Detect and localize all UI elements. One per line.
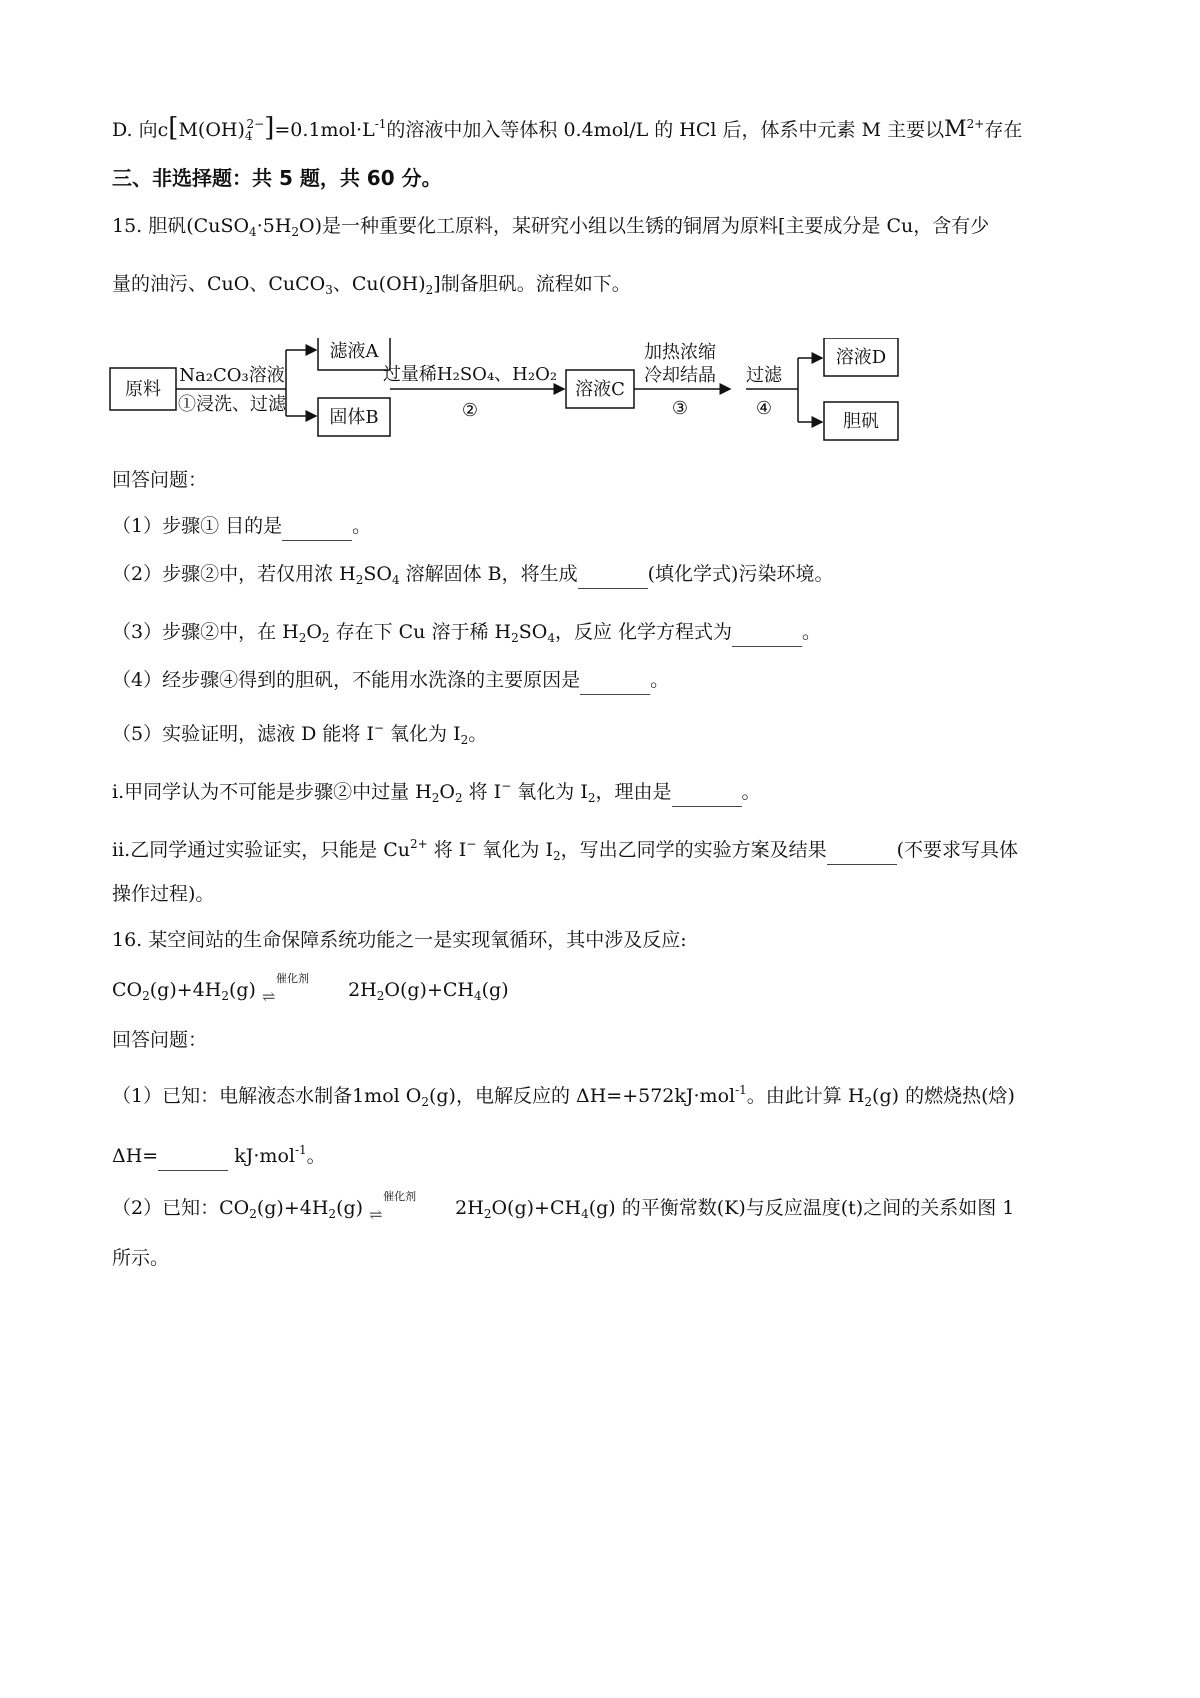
catalyst-equilibrium-arrow: 催化剂 ⇌ — [262, 972, 310, 1006]
answer-blank[interactable] — [282, 512, 352, 541]
q16-part-1-cont: ΔH= kJ·mol$^{-1}$。 — [112, 1136, 326, 1171]
op3b-label: 冷却结晶 — [644, 365, 716, 386]
solution-c-label: 溶液C — [575, 379, 625, 400]
answer-blank[interactable] — [580, 666, 650, 695]
section-heading: 三、非选择题：共 5 题，共 60 分。 — [112, 166, 442, 190]
option-d: D. 向$c[M(OH)_4^{2-}]=0.1mol\cdot L^{-1}$的溶液中加入等体积 0.4mol/L 的 HCl 后，体系中元素 M 主要以$M^{2+}$存在 — [112, 113, 1023, 143]
reagent1-label: Na₂CO₃溶液 — [179, 365, 285, 386]
q15-part-1: （1）步骤① 目的是 。 — [112, 512, 371, 541]
q16-part-1: （1）已知：电解液态水制备1mol $O_2(g)$，电解反应的 ΔH=+572kJ·mol$^{-1}$。由此计算 $H_2(g)$ 的燃烧热(焓) — [112, 1083, 1015, 1109]
raw-label: 原料 — [125, 379, 161, 400]
q15-intro-line-1: 15. 胆矾$(CuSO_4\cdot 5H_2O)$是一种重要化工原料，某研究小组以生锈的铜屑为原料[主要成分是 Cu，含有少 — [112, 215, 990, 239]
catalyst-equilibrium-arrow: 催化剂 ⇌ — [369, 1190, 417, 1224]
op4-label: 过滤 — [746, 365, 782, 386]
reagent2-label: 过量稀H₂SO₄、H₂O₂ — [382, 364, 558, 385]
answer-blank[interactable] — [158, 1142, 228, 1171]
q15-part-5-i: ⅰ.甲同学认为不可能是步骤②中过量 $H_2O_2$ 将 I− 氧化为 $I_2$，理由是 。 — [112, 779, 761, 805]
process-flow-diagram — [108, 338, 988, 458]
answer-blank[interactable] — [578, 560, 648, 589]
filtrate-a-label: 滤液A — [329, 341, 379, 362]
step4-label: ④ — [755, 398, 773, 419]
answer-blank[interactable] — [672, 778, 742, 807]
step1-label: ①浸洗、过滤 — [178, 394, 286, 415]
q15-part-4: （4）经步骤④得到的胆矾，不能用水洗涤的主要原因是 。 — [112, 666, 669, 695]
solution-d-label: 溶液D — [835, 347, 887, 368]
product-label: 胆矾 — [843, 411, 879, 432]
q16-answer-heading: 回答问题： — [112, 1029, 208, 1051]
q16-part-2: （2）已知：$CO_2(g)+4H_2(g)$ 催化剂 ⇌ $2H_2O(g)+CH_4(g)$ 的平衡常数(K)与反应温度(t)之间的关系如图 1 — [112, 1190, 1015, 1224]
q15-intro-line-2: 量的油污、CuO、CuCO$_3$、$Cu(OH)_2$]制备胆矾。流程如下。 — [112, 273, 631, 297]
q16-reaction: $CO_2(g)+4H_2(g)$ 催化剂 ⇌ $2H_2O(g)+CH_4(g)$ — [112, 972, 509, 1006]
q15-part-5: （5）实验证明，滤液 D 能将 I− 氧化为 $I_2$。 — [112, 721, 488, 747]
q15-part-3: （3）步骤②中，在 $H_2O_2$ 存在下 Cu 溶于稀 $H_2SO_4$，反应 化学方程式为 。 — [112, 618, 821, 652]
q15-part-5-ii: ⅱ.乙同学通过实验证实，只能是 $Cu^{2+}$ 将 I− 氧化为 $I_2$，写出乙同学的实验方案及结果 (不要求写具体 — [112, 837, 1019, 863]
q15-part-2: （2）步骤②中，若仅用浓 $H_2SO_4$ 溶解固体 B，将生成 (填化学式)污染环境。 — [112, 560, 833, 594]
answer-blank[interactable] — [732, 618, 802, 647]
step3-label: ③ — [671, 398, 689, 419]
solid-b-label: 固体B — [329, 407, 379, 428]
op3a-label: 加热浓缩 — [644, 342, 716, 363]
q15-answer-heading: 回答问题： — [112, 469, 208, 491]
step2-label: ② — [461, 400, 479, 421]
answer-blank[interactable] — [827, 836, 897, 865]
q16-part-2-cont: 所示。 — [112, 1247, 170, 1269]
q15-part-5-ii-cont: 操作过程)。 — [112, 883, 215, 905]
q16-intro: 16. 某空间站的生命保障系统功能之一是实现氧循环，其中涉及反应: — [112, 929, 687, 951]
